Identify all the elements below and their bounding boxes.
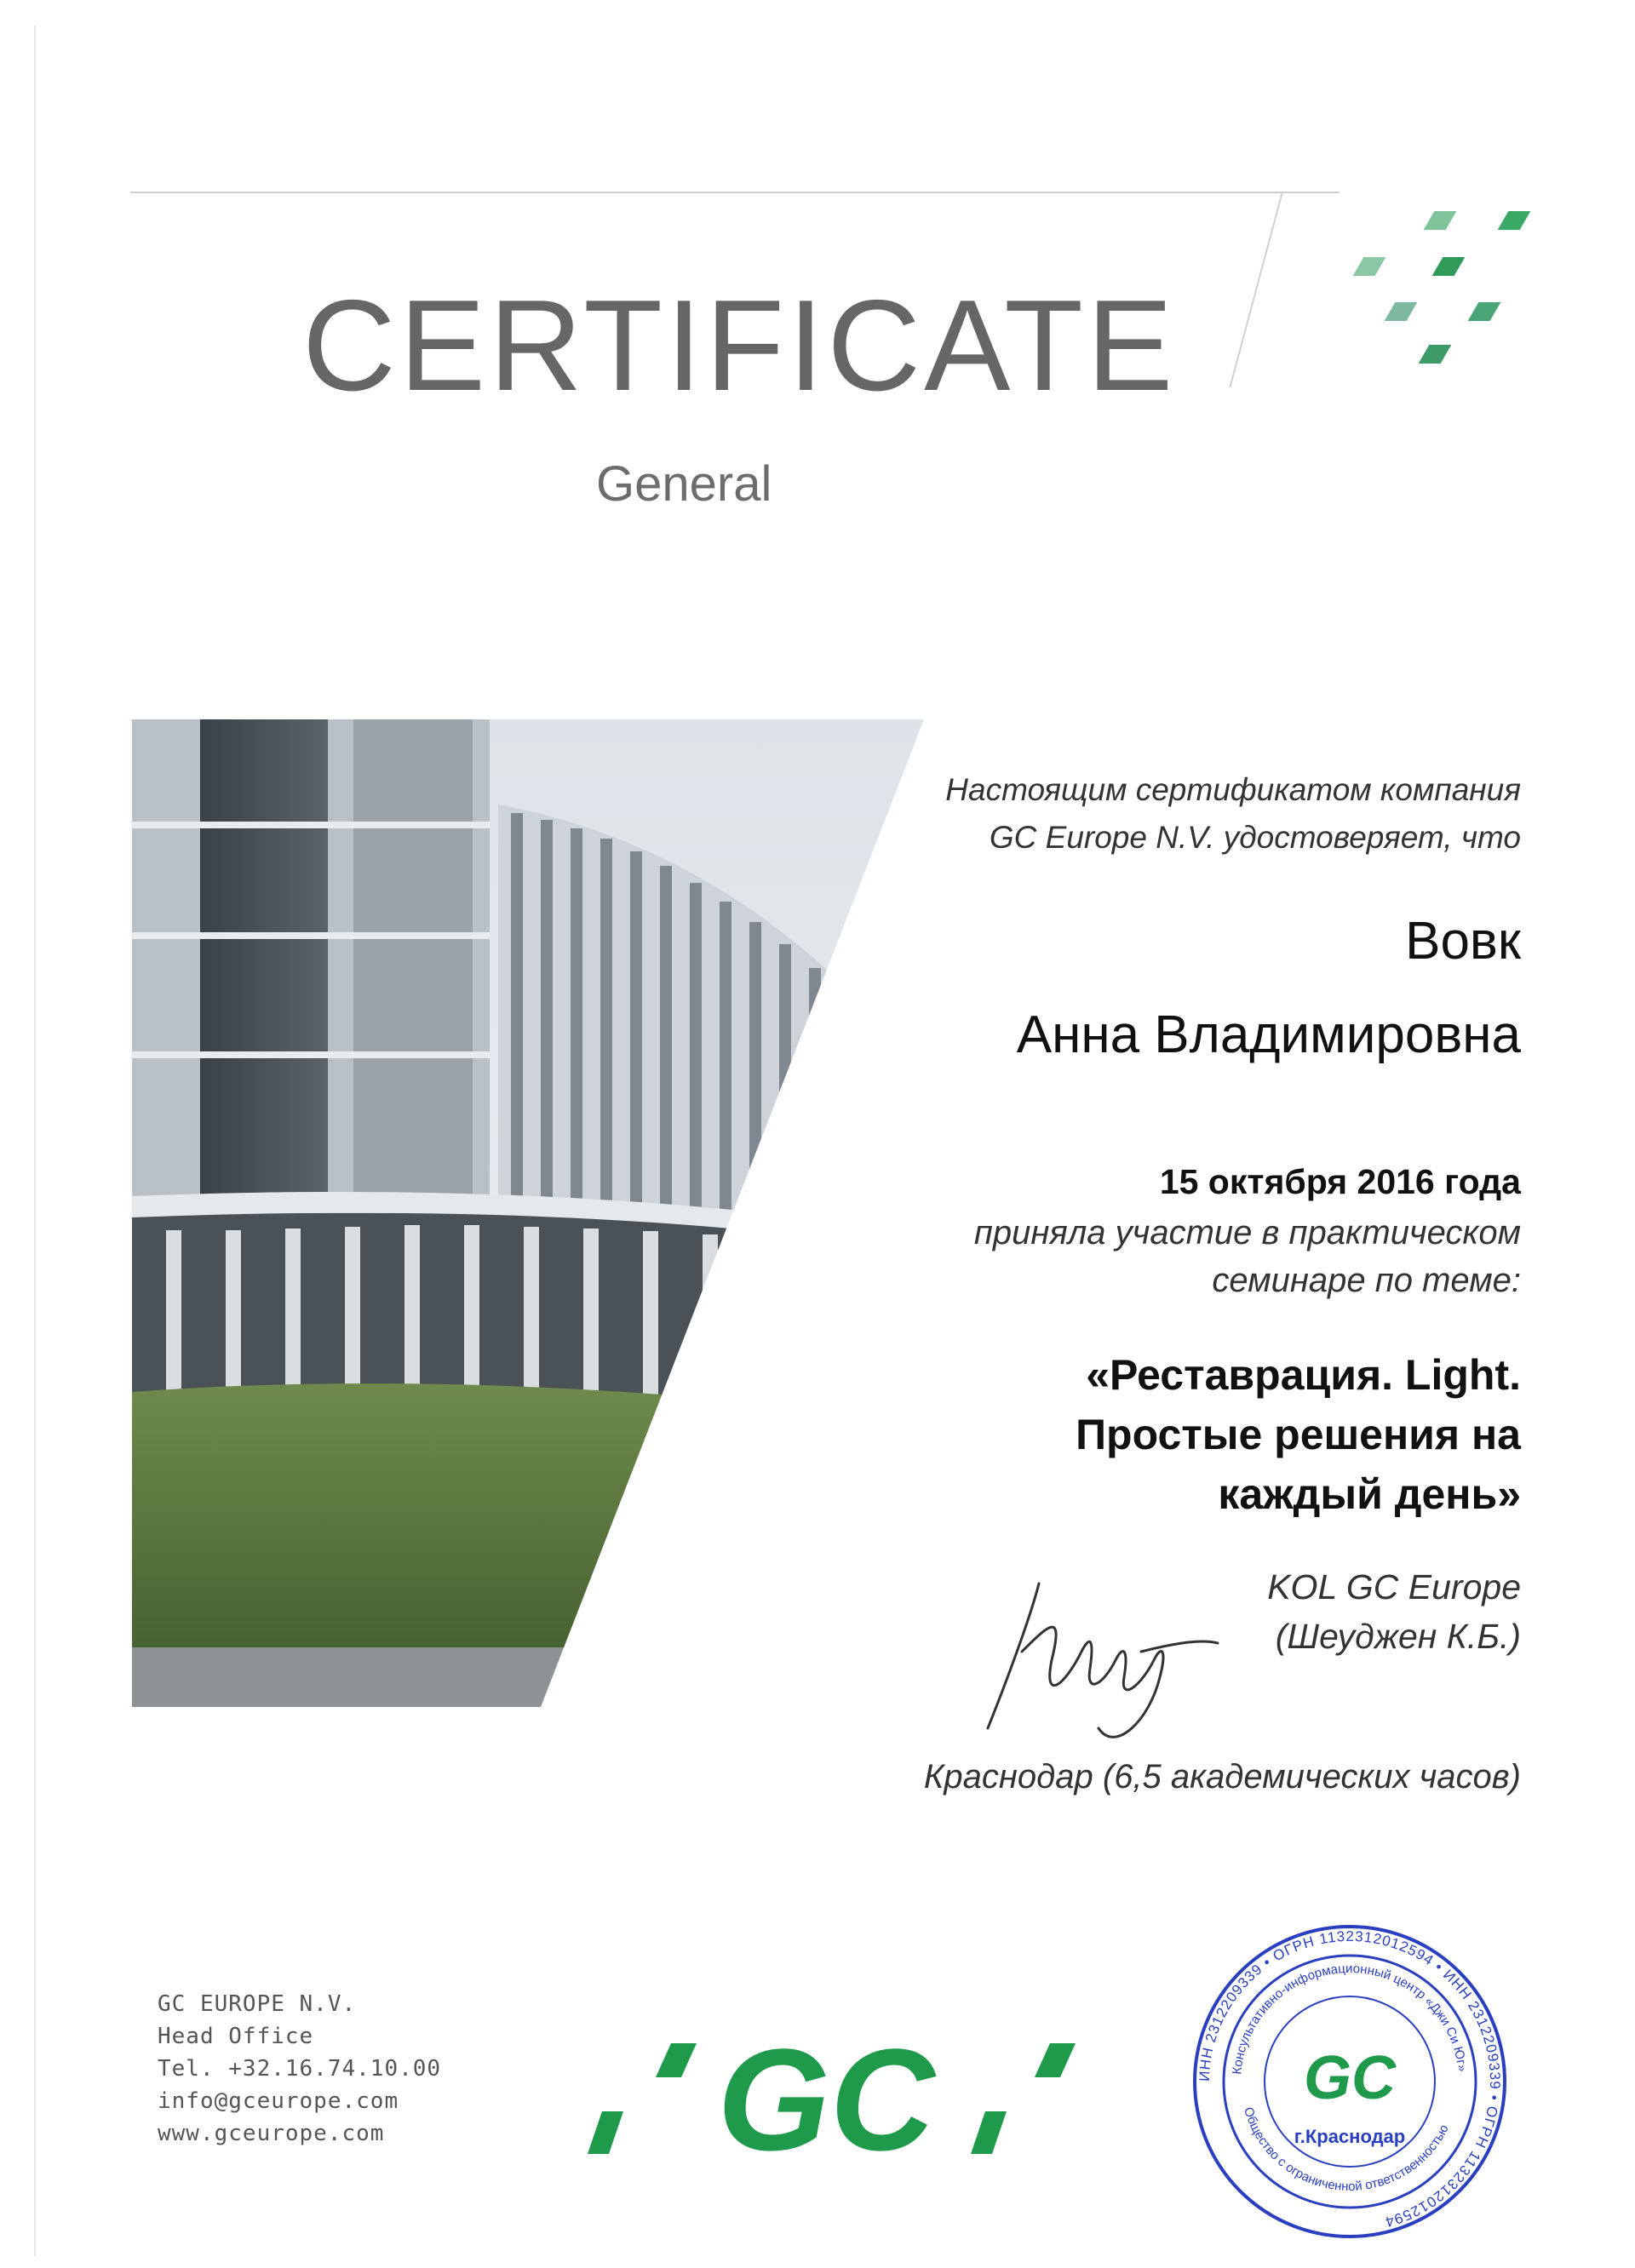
stamp-bottom-text: Общество с ограниченной ответственностью — [1241, 2105, 1452, 2195]
company-name: GC EUROPE N.V. — [158, 1991, 357, 2017]
scan-edge — [34, 26, 36, 2256]
intro-line-2: GC Europe N.V. удостоверяет, что — [989, 820, 1521, 855]
signer-name: (Шеуджен К.Б.) — [1275, 1617, 1521, 1656]
recipient-surname: Вовк — [1405, 912, 1521, 971]
decorative-squares-icon — [1328, 187, 1550, 392]
stamp-middle-text: Консультативно-информационный центр «Джи Си Юг» — [1230, 1961, 1470, 2076]
head-office: Head Office — [158, 2024, 314, 2049]
round-stamp-icon — [1188, 1920, 1512, 2243]
signer-title: KOL GC Europe — [1267, 1567, 1521, 1606]
intro-text — [945, 766, 1521, 862]
certificate-subtitle: General — [596, 456, 772, 512]
gc-logo-text: GC — [717, 2026, 935, 2162]
intro-line-1: Настоящим сертификатом компания — [945, 772, 1521, 807]
certificate-title: CERTIFICATE — [302, 273, 1177, 418]
diagonal-rule — [1229, 192, 1283, 387]
gc-logo-icon — [571, 2026, 1081, 2162]
company-contacts — [158, 1988, 441, 2150]
seminar-topic — [1076, 1345, 1521, 1524]
stamp-outer-text: ИНН 2312209339 • ОГРН 1132312012594 • ИНН 2312209339 • ОГРН 1132312012594 — [1196, 1927, 1504, 2231]
location-hours: Краснодар (6,5 академических часов) — [923, 1758, 1521, 1796]
topic-line-3: каждый день» — [1218, 1470, 1521, 1518]
signer-block — [1267, 1562, 1521, 1661]
participation-line-1: приняла участие в практическом — [973, 1214, 1521, 1251]
participation-text — [974, 1209, 1521, 1304]
email-address: info@gceurope.com — [158, 2088, 399, 2114]
top-rule — [130, 192, 1340, 193]
website-address: www.gceurope.com — [158, 2121, 385, 2146]
topic-line-1: «Реставрация. Light. — [1086, 1351, 1521, 1399]
stamp-city-text: г.Краснодар — [1294, 2126, 1406, 2147]
participation-line-2: семинаре по теме: — [1212, 1262, 1521, 1299]
phone-number: Tel. +32.16.74.10.00 — [158, 2056, 442, 2082]
signature-icon — [971, 1558, 1226, 1745]
stamp-logo-text: GC — [1304, 2044, 1396, 2112]
recipient-given-names: Анна Владимировна — [1016, 1005, 1521, 1064]
seminar-date: 15 октября 2016 года — [1159, 1162, 1521, 1201]
topic-line-2: Простые решения на — [1076, 1411, 1521, 1458]
